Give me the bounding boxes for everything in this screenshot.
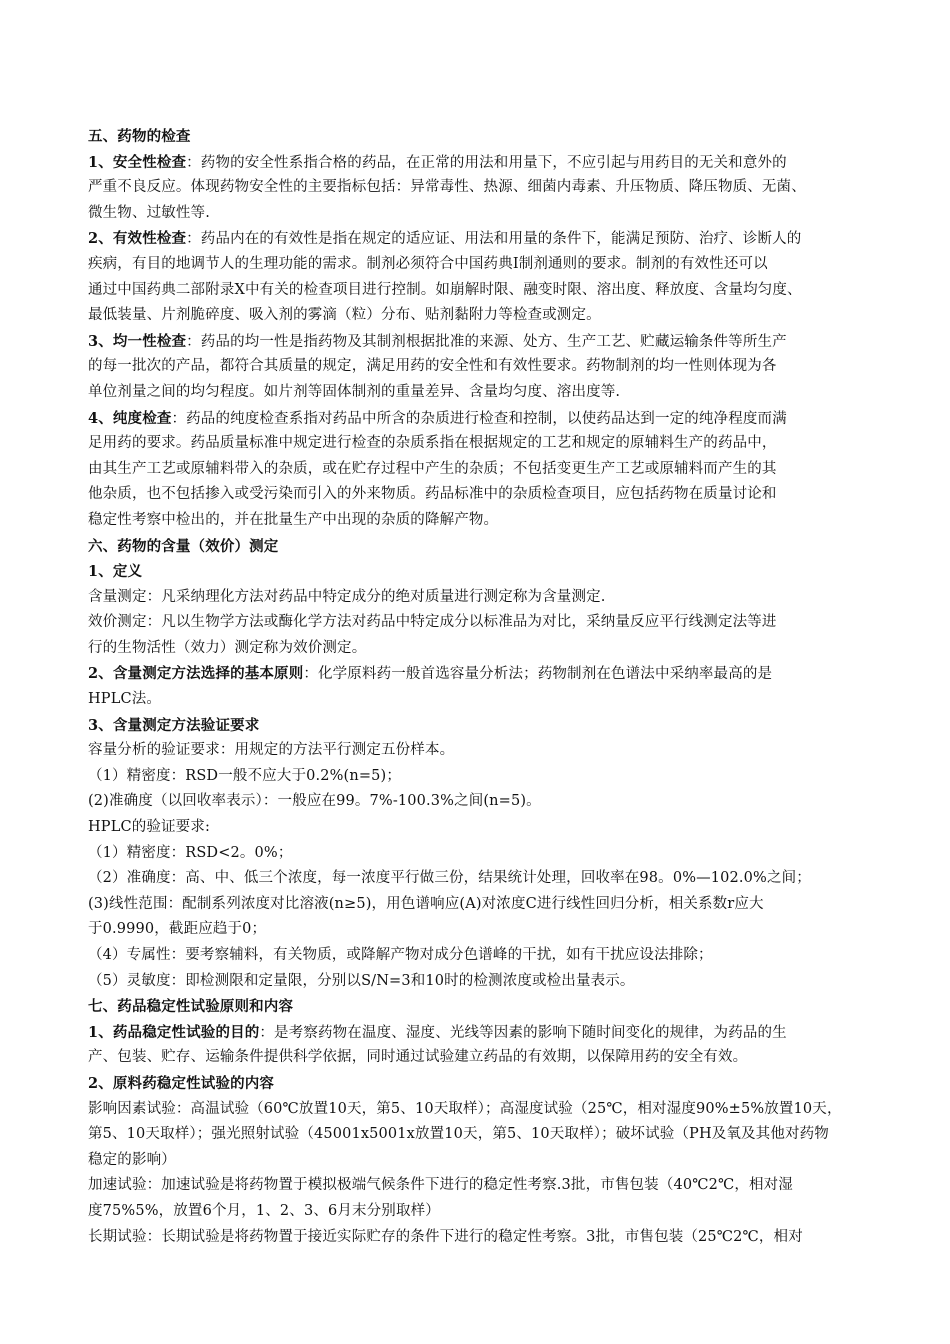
text-line bbox=[88, 175, 880, 201]
text-line bbox=[88, 1045, 880, 1071]
text-line bbox=[88, 994, 880, 1020]
bold-heading-text: 2、含量测定方法选择的基本原则 bbox=[88, 665, 304, 683]
text-line bbox=[88, 534, 880, 560]
body-text: ：药物的安全性系指合格的药品，在正常的用法和用量下，不应引起与用药目的无关和意外的 bbox=[186, 154, 787, 171]
body-text: 足用药的要求。药品质量标准中规定进行检查的杂质系指在根据规定的工艺和规定的原辅料生产的药品中， bbox=[88, 435, 777, 452]
bold-heading-text: 1、安全性检查 bbox=[88, 153, 187, 171]
text-line bbox=[88, 124, 880, 150]
text-line bbox=[88, 892, 880, 918]
text-line bbox=[88, 1020, 880, 1046]
body-text: HPLC法。 bbox=[88, 691, 162, 708]
text-line bbox=[88, 943, 880, 969]
text-line bbox=[88, 1097, 880, 1123]
body-text: ：是考察药物在温度、湿度、光线等因素的影响下随时间变化的规律，为药品的生 bbox=[259, 1024, 787, 1041]
bold-heading-text: 4、纯度检查 bbox=[88, 409, 172, 427]
text-line bbox=[88, 201, 880, 227]
body-text: 通过中国药典二部附录Ⅹ中有关的检查项目进行控制。如崩解时限、融变时限、溶出度、释放度、含量均匀度、 bbox=[88, 281, 802, 298]
body-text: ：药品的纯度检查系指对药品中所含的杂质进行检查和控制，以使药品达到一定的纯净程度而满 bbox=[171, 410, 787, 427]
body-text: 于0.9990，截距应趋于0； bbox=[88, 921, 267, 938]
body-text: 微生物、过敏性等. bbox=[88, 204, 210, 221]
body-text: （4）专属性：要考察辅料，有关物质，或降解产物对成分色谱峰的干扰，如有干扰应设法排除； bbox=[88, 947, 713, 963]
body-text: 容量分析的验证要求：用规定的方法平行测定五份样本。 bbox=[88, 742, 455, 759]
body-text: 稳定性考察中检出的，并在批量生产中出现的杂质的降解产物。 bbox=[88, 511, 499, 528]
bold-heading-text: 1、定义 bbox=[88, 563, 143, 581]
text-line bbox=[88, 278, 880, 304]
body-text: 加速试验：加速试验是将药物置于模拟极端气候条件下进行的稳定性考察.3批，市售包装（40℃2℃，相对湿 bbox=[88, 1177, 793, 1194]
text-line bbox=[88, 150, 880, 176]
body-text: 的每一批次的产品，都符合其质量的规定，满足用药的安全性和有效性要求。药物制剂的均一性则体现为各 bbox=[88, 358, 777, 375]
text-line bbox=[88, 713, 880, 739]
text-line bbox=[88, 1225, 880, 1251]
body-text: （1）精密度：RSD一般不应大于0.2%(n=5)； bbox=[88, 767, 401, 784]
bold-heading-text: 2、有效性检查 bbox=[88, 230, 187, 248]
body-text: 疾病，有目的地调节人的生理功能的需求。制剂必须符合中国药典Ⅰ制剂通则的要求。制剂的有效性还可以 bbox=[88, 255, 768, 272]
body-text: （5）灵敏度：即检测限和定量限，分别以S/N=3和10时的检测浓度或检出量表示。 bbox=[88, 972, 635, 989]
text-line bbox=[88, 738, 880, 764]
body-text: 长期试验：长期试验是将药物置于接近实际贮存的条件下进行的稳定性考察。3批，市售包装（25℃2℃，相对 bbox=[88, 1228, 803, 1245]
bold-heading-text: 六、药物的含量（效价）测定 bbox=[88, 537, 279, 555]
text-line bbox=[88, 1199, 880, 1225]
bold-heading-text: 3、含量测定方法验证要求 bbox=[88, 716, 260, 734]
text-line bbox=[88, 354, 880, 380]
text-line bbox=[88, 380, 880, 406]
text-line bbox=[88, 457, 880, 483]
text-line bbox=[88, 1071, 880, 1097]
text-line bbox=[88, 329, 880, 355]
body-text: 单位剂量之间的均匀程度。如片剂等固体制剂的重量差异、含量均匀度、溶出度等. bbox=[88, 383, 621, 400]
bold-heading-text: 五、药物的检查 bbox=[88, 128, 191, 145]
body-text: 他杂质，也不包括掺入或受污染而引入的外来物质。药品标准中的杂质检查项目，应包括药物在质量讨论和 bbox=[88, 486, 777, 503]
text-line bbox=[88, 508, 880, 534]
text-line bbox=[88, 969, 880, 995]
body-text: 效价测定：凡以生物学方法或酶化学方法对药品中特定成分以标准品为对比，采纳量反应平行线测定法等进 bbox=[88, 614, 777, 631]
text-line bbox=[88, 789, 880, 815]
body-text: 行的生物活性（效力）测定称为效价测定。 bbox=[88, 639, 367, 656]
text-line bbox=[88, 1173, 880, 1199]
text-line bbox=[88, 585, 880, 611]
document-body bbox=[88, 124, 880, 1250]
body-text: ：化学原料药一般首选容量分析法；药物制剂在色谱法中采纳率最高的是 bbox=[303, 666, 773, 683]
body-text: 稳定的影响） bbox=[88, 1151, 176, 1168]
body-text: 第5、10天取样）；强光照射试验（45001x5001x放置10天，第5、10天取样）；破坏试验（PH及氧及其他对药物 bbox=[88, 1126, 829, 1143]
text-line bbox=[88, 1148, 880, 1174]
bold-heading-text: 2、原料药稳定性试验的内容 bbox=[88, 1074, 275, 1092]
text-line bbox=[88, 610, 880, 636]
body-text: (3)线性范围：配制系列浓度对比溶液(n≥5)，用色谱响应(A)对浓度C进行线性回归分析，相关系数r应大 bbox=[88, 895, 764, 912]
body-text: 由其生产工艺或原辅料带入的杂质，或在贮存过程中产生的杂质；不包括变更生产工艺或原辅料而产生的其 bbox=[88, 460, 777, 477]
text-line bbox=[88, 303, 880, 329]
body-text: 产、包装、贮存、运输条件提供科学依据，同时通过试验建立药品的有效期，以保障用药的安全有效。 bbox=[88, 1049, 748, 1066]
text-line bbox=[88, 841, 880, 867]
body-text: 度75%5%，放置6个月，1、2、3、6月末分别取样） bbox=[88, 1202, 440, 1219]
text-line bbox=[88, 866, 880, 892]
body-text: 严重不良反应。体现药物安全性的主要指标包括：异常毒性、热源、细菌内毒素、升压物质、降压物质、无菌、 bbox=[88, 179, 806, 196]
text-line bbox=[88, 636, 880, 662]
body-text: （2）准确度：高、中、低三个浓度，每一浓度平行做三份，结果统计处理，回收率在98。0%—102.0%之间； bbox=[88, 870, 811, 887]
body-text: 含量测定：凡采纳理化方法对药品中特定成分的绝对质量进行测定称为含量测定. bbox=[88, 588, 606, 605]
text-line bbox=[88, 1122, 880, 1148]
text-line bbox=[88, 687, 880, 713]
text-line bbox=[88, 559, 880, 585]
text-line bbox=[88, 406, 880, 432]
text-line bbox=[88, 431, 880, 457]
text-line bbox=[88, 226, 880, 252]
text-line bbox=[88, 482, 880, 508]
bold-heading-text: 七、药品稳定性试验原则和内容 bbox=[88, 998, 294, 1016]
bold-heading-text: 3、均一性检查 bbox=[88, 332, 187, 350]
body-text: ：药品内在的有效性是指在规定的适应证、用法和用量的条件下，能满足预防、治疗、诊断人的 bbox=[186, 231, 802, 248]
body-text: ：药品的均一性是指药物及其制剂根据批准的来源、处方、生产工艺、贮藏运输条件等所生产 bbox=[186, 333, 787, 350]
text-line bbox=[88, 252, 880, 278]
body-text: （1）精密度：RSD<2。0%； bbox=[88, 844, 293, 861]
text-line bbox=[88, 917, 880, 943]
text-line bbox=[88, 764, 880, 790]
body-text: (2)准确度（以回收率表示）：一般应在99。7%-100.3%之间(n=5)。 bbox=[88, 793, 541, 810]
bold-heading-text: 1、药品稳定性试验的目的 bbox=[88, 1023, 260, 1041]
text-line bbox=[88, 661, 880, 687]
body-text: 影响因素试验：高温试验（60℃放置10天，第5、10天取样）；高湿度试验（25℃，相对湿度90%±5%放置10天， bbox=[88, 1100, 842, 1117]
body-text: HPLC的验证要求: bbox=[88, 819, 211, 836]
body-text: 最低装量、片剂脆碎度、吸入剂的雾滴（粒）分布、贴剂黏附力等检查或测定。 bbox=[88, 307, 601, 324]
text-line bbox=[88, 815, 880, 841]
